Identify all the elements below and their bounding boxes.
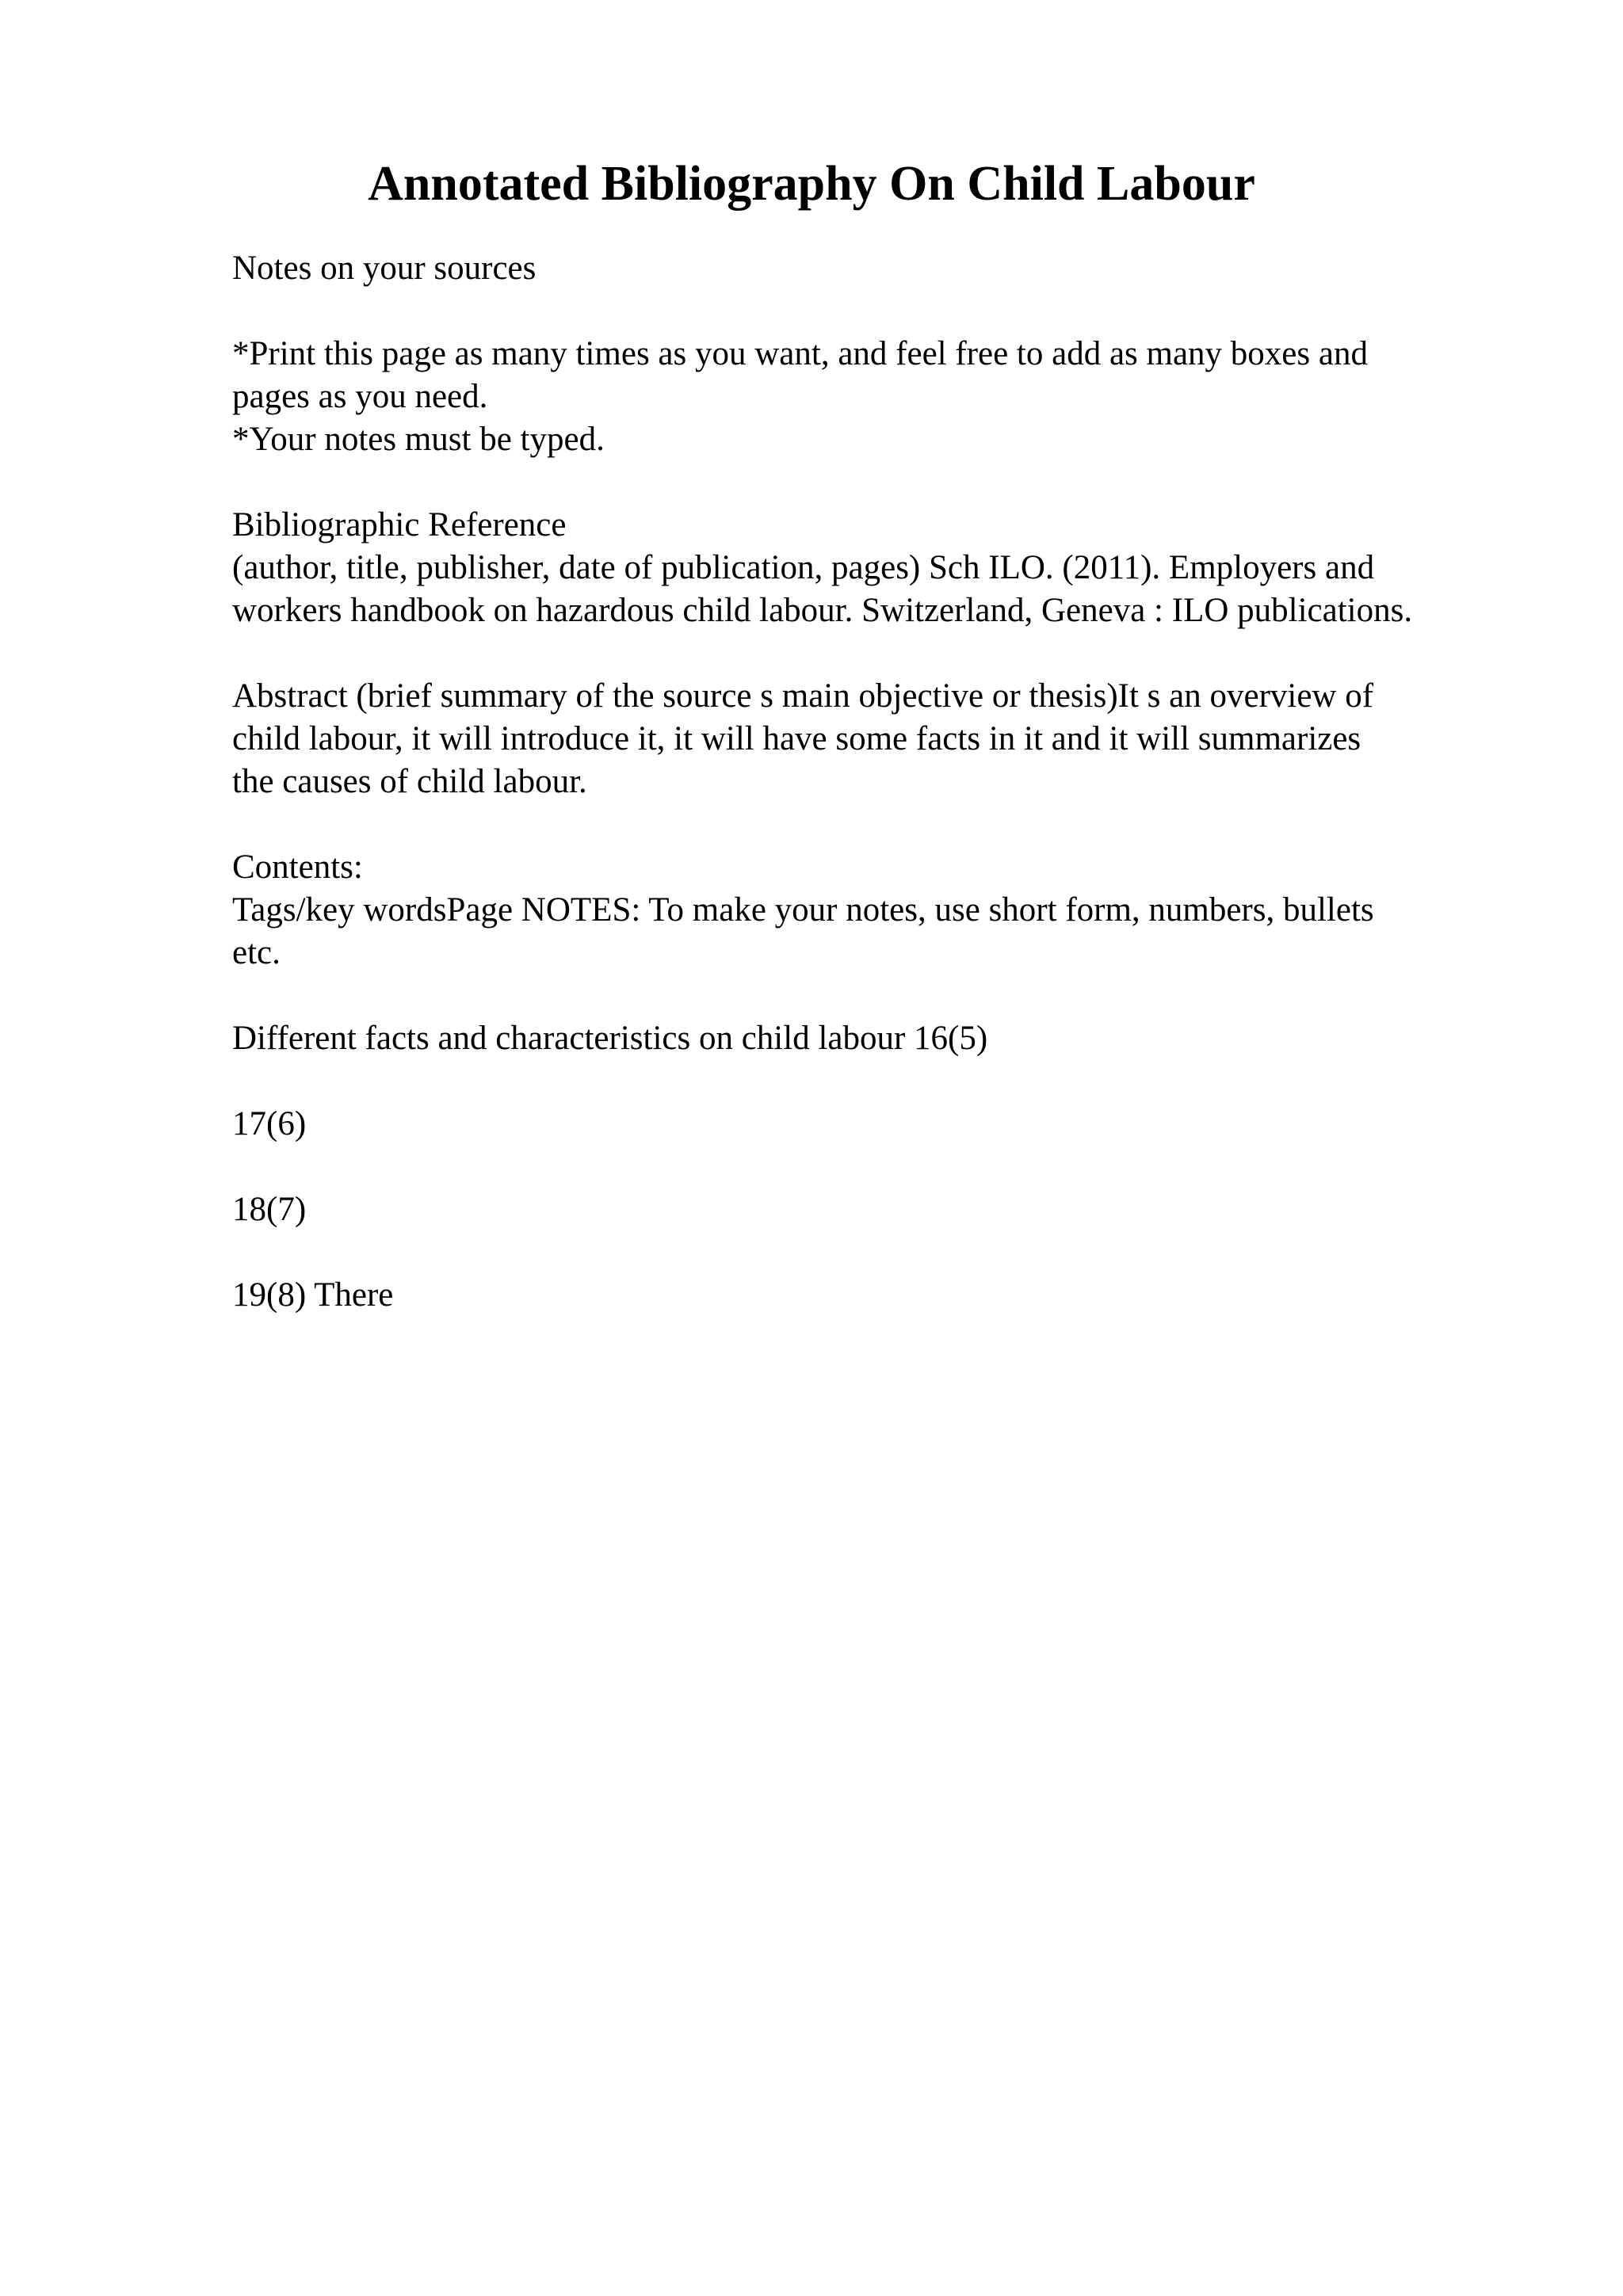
abstract-line: the causes of child labour.	[232, 763, 587, 800]
instruction-line: *Your notes must be typed.	[232, 421, 605, 458]
contents-line: etc.	[232, 934, 281, 971]
reference-heading: Bibliographic Reference	[232, 506, 567, 543]
notes-line: 18(7)	[232, 1191, 307, 1228]
contents-line: Tags/key wordsPage NOTES: To make your notes, use short form, numbers, bullets	[232, 891, 1374, 929]
document-title: Annotated Bibliography On Child Labour	[368, 157, 1255, 211]
abstract-line: Abstract (brief summary of the source s main objective or thesis)It s an overview of	[232, 677, 1374, 715]
notes-line: 19(8) There	[232, 1276, 394, 1314]
spacer	[232, 1231, 1532, 1274]
instruction-line: pages as you need.	[232, 378, 488, 415]
contents-heading: Contents:	[232, 849, 363, 886]
instruction-line: *Print this page as many times as you want, and feel free to add as many boxes and	[232, 335, 1368, 372]
reference-line: (author, title, publisher, date of publication, pages) Sch ILO. (2011). Employers and	[232, 549, 1375, 586]
abstract-line: child labour, it will introduce it, it will have some facts in it and it will summarizes	[232, 720, 1361, 757]
spacer	[232, 974, 1532, 1017]
spacer	[232, 1146, 1532, 1188]
intro-line: Notes on your sources	[232, 250, 537, 287]
document-body	[232, 247, 1532, 1317]
notes-line: Different facts and characteristics on child labour 16(5)	[232, 1020, 988, 1057]
spacer	[232, 461, 1532, 504]
spacer	[232, 803, 1532, 846]
reference-line: workers handbook on hazardous child labour. Switzerland, Geneva : ILO publications.	[232, 592, 1413, 629]
notes-line: 17(6)	[232, 1105, 307, 1142]
spacer	[232, 632, 1532, 675]
spacer	[232, 290, 1532, 333]
spacer	[232, 1060, 1532, 1103]
